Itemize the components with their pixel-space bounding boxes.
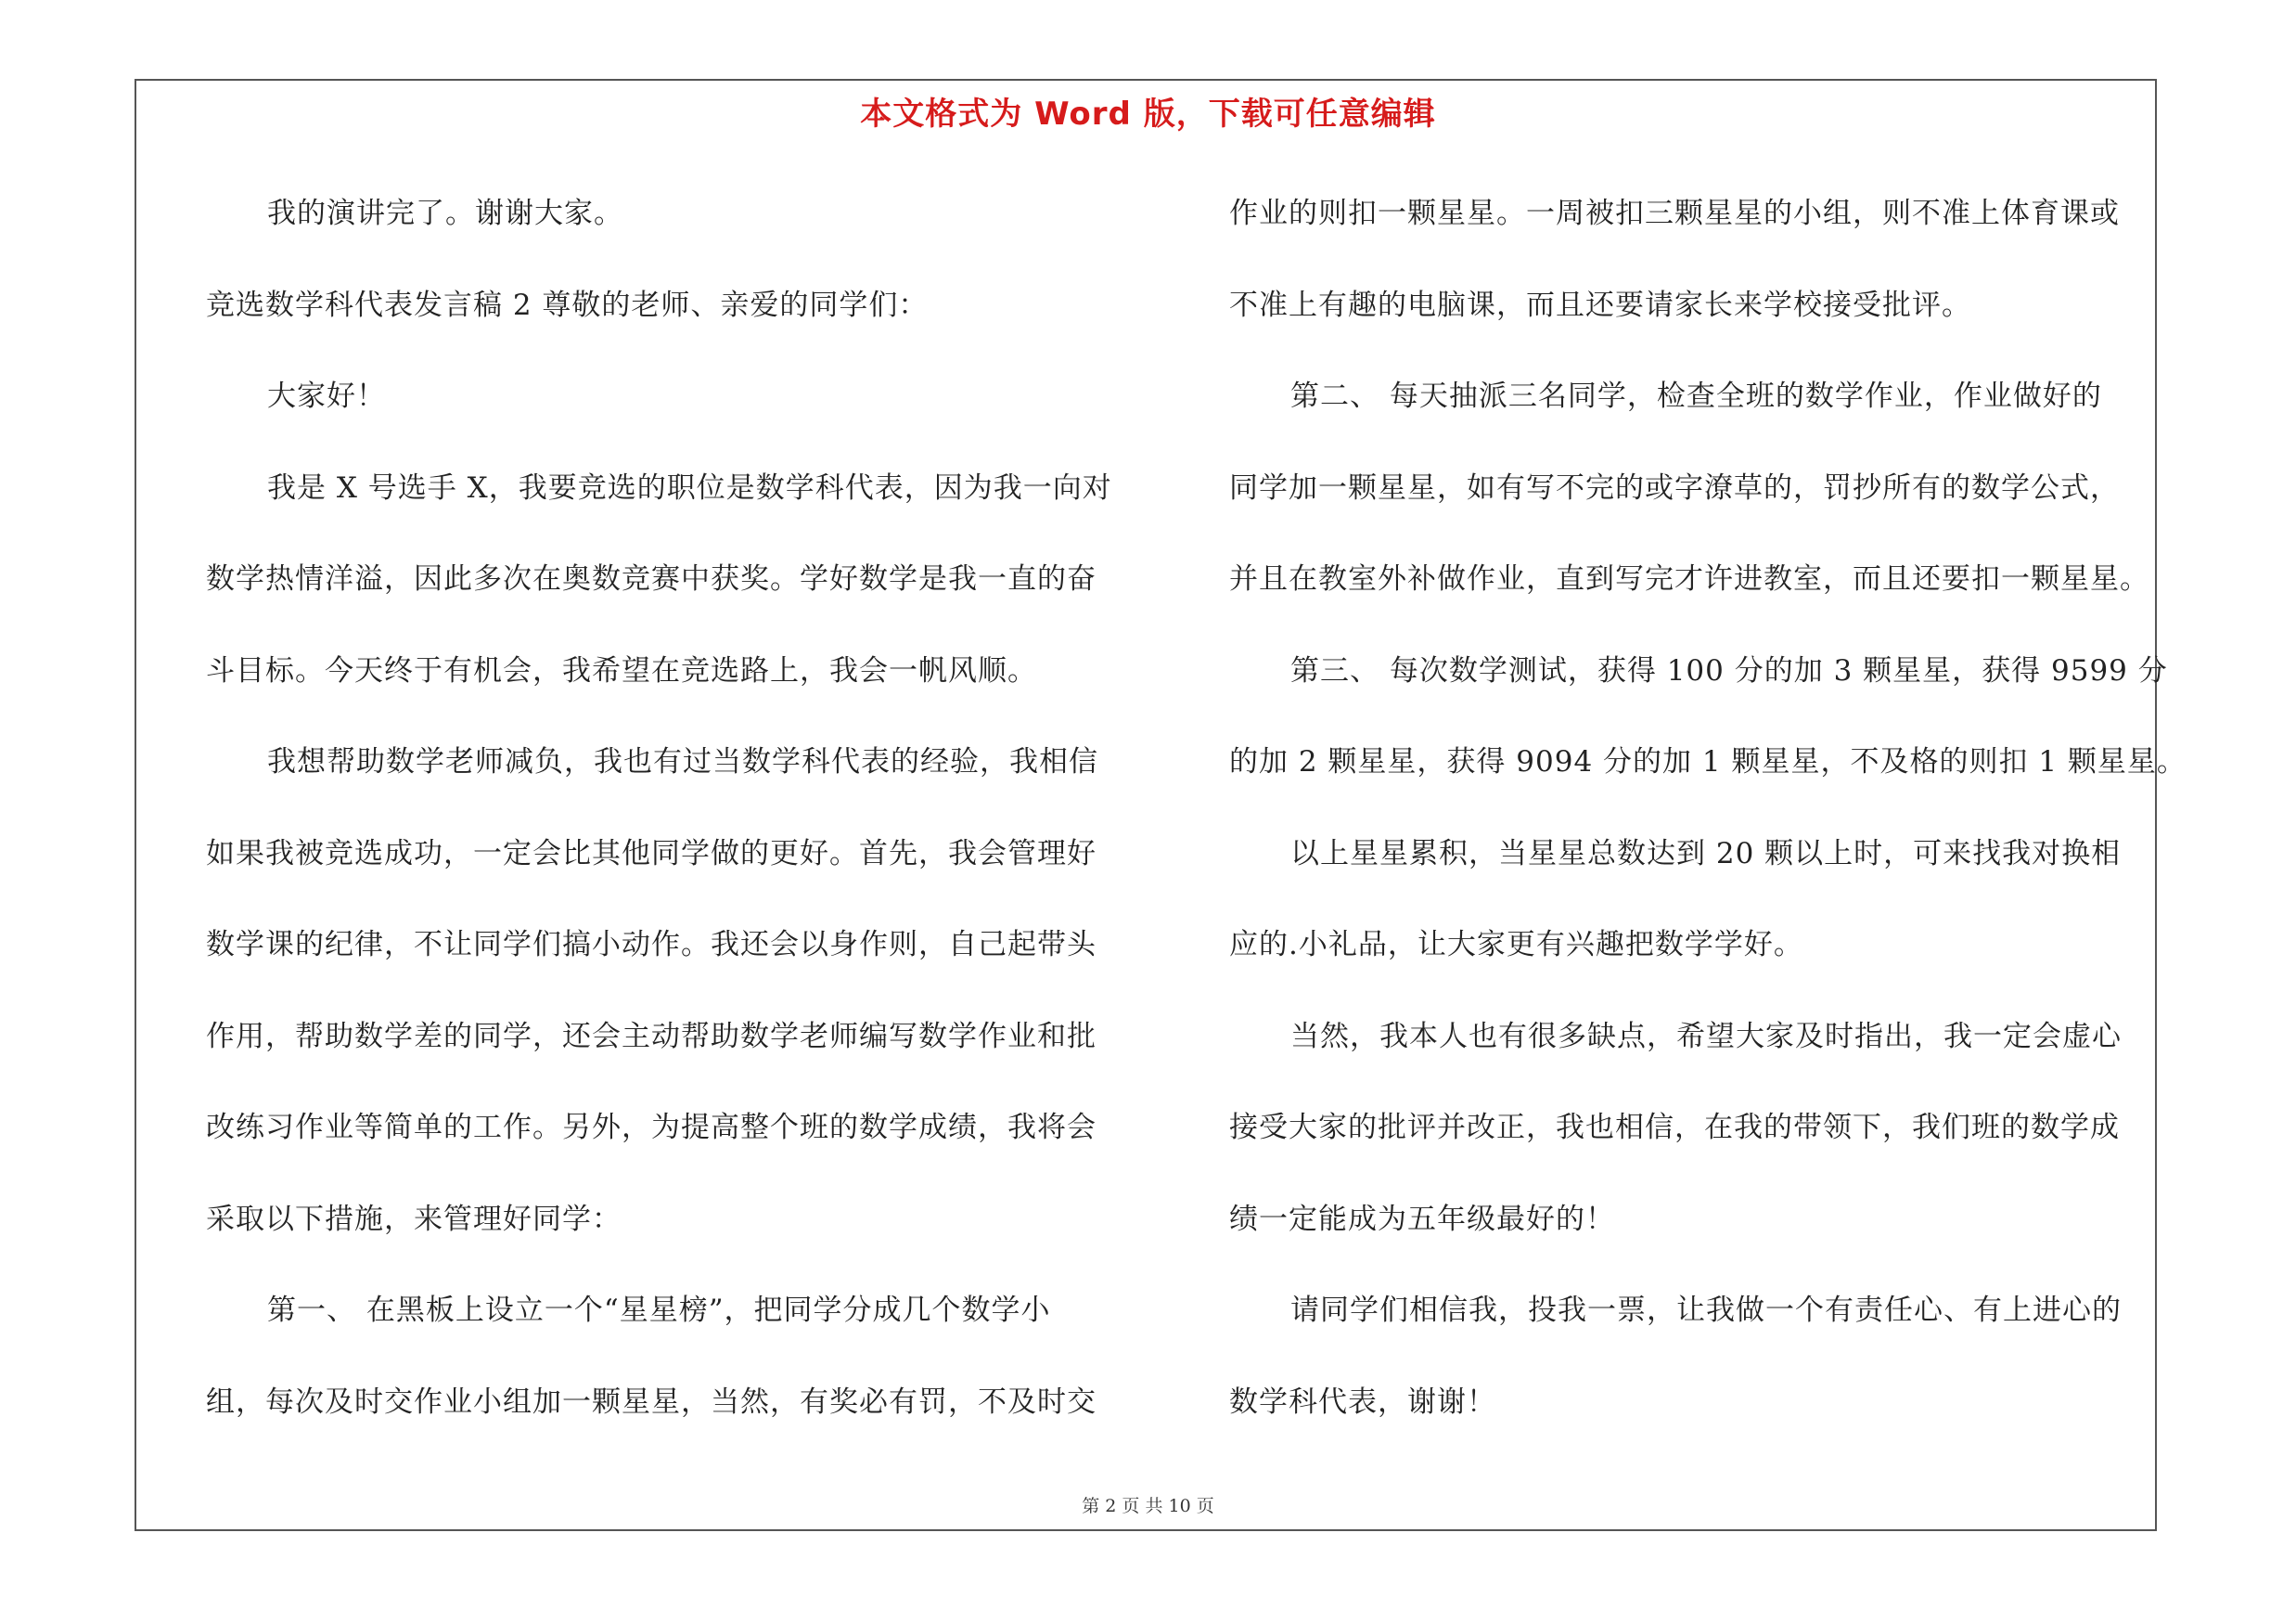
text-line: 第二、 每天抽派三名同学，检查全班的数学作业，作业做好的	[1290, 380, 2102, 413]
right-text-column	[1229, 181, 2187, 1461]
text-line: 我是 X 号选手 X，我要竞选的职位是数学科代表，因为我一向对	[267, 470, 1112, 505]
text-line: 我的演讲完了。谢谢大家。	[267, 197, 623, 230]
text-line: 请同学们相信我，投我一票，让我做一个有责任心、有上进心的	[1290, 1294, 2122, 1327]
text-line: 第三、 每次数学测试，获得 100 分的加 3 颗星星，获得 9599 分	[1290, 653, 2168, 688]
text-line: 我想帮助数学老师减负，我也有过当数学科代表的经验，我相信	[267, 745, 1098, 779]
text-line: 同学加一颗星星，如有写不完的或字潦草的，罚抄所有的数学公式，	[1229, 470, 2120, 505]
word-format-banner: 本文格式为 Word 版，下载可任意编辑	[860, 96, 1436, 133]
page-number-footer: 第 2 页 共 10 页	[1082, 1496, 1214, 1516]
text-line: 改练习作业等简单的工作。另外，为提高整个班的数学成绩，我将会	[206, 1111, 1097, 1144]
text-line: 竞选数学科代表发言稿 2 尊敬的老师、亲爱的同学们：	[206, 288, 929, 322]
text-line: 数学课的纪律，不让同学们搞小动作。我还会以身作则，自己起带头	[206, 928, 1097, 961]
text-line: 以上星星累积，当星星总数达到 20 颗以上时，可来找我对换相	[1290, 836, 2122, 870]
text-line: 数学热情洋溢，因此多次在奥数竞赛中获奖。学好数学是我一直的奋	[206, 562, 1097, 596]
text-line: 的加 2 颗星星，获得 9094 分的加 1 颗星星，不及格的则扣 1 颗星星。	[1229, 745, 2187, 779]
text-line: 不准上有趣的电脑课，而且还要请家长来学校接受批评。	[1229, 288, 1971, 322]
text-line: 作用，帮助数学差的同学，还会主动帮助数学老师编写数学作业和批	[206, 1019, 1097, 1053]
text-line: 并且在教室外补做作业，直到写完才许进教室，而且还要扣一颗星星。	[1229, 562, 2149, 596]
text-line: 大家好！	[267, 380, 386, 413]
text-line: 应的.小礼品，让大家更有兴趣把数学学好。	[1229, 928, 1803, 961]
text-line: 接受大家的批评并改正，我也相信，在我的带领下，我们班的数学成	[1229, 1111, 2120, 1144]
left-text-column	[206, 181, 1124, 1461]
text-line: 当然，我本人也有很多缺点，希望大家及时指出，我一定会虚心	[1290, 1019, 2122, 1053]
text-line: 第一、 在黑板上设立一个“星星榜”，把同学分成几个数学小	[267, 1294, 1051, 1327]
text-line: 如果我被竞选成功，一定会比其他同学做的更好。首先，我会管理好	[206, 836, 1097, 870]
text-line: 数学科代表，谢谢！	[1229, 1385, 1496, 1419]
text-line: 绩一定能成为五年级最好的！	[1229, 1202, 1615, 1236]
text-line: 采取以下措施，来管理好同学：	[206, 1202, 622, 1236]
text-line: 作业的则扣一颗星星。一周被扣三颗星星的小组，则不准上体育课或	[1229, 197, 2120, 230]
text-line: 组，每次及时交作业小组加一颗星星，当然，有奖必有罚，不及时交	[206, 1385, 1097, 1419]
text-line: 斗目标。今天终于有机会，我希望在竞选路上，我会一帆风顺。	[206, 653, 1037, 688]
